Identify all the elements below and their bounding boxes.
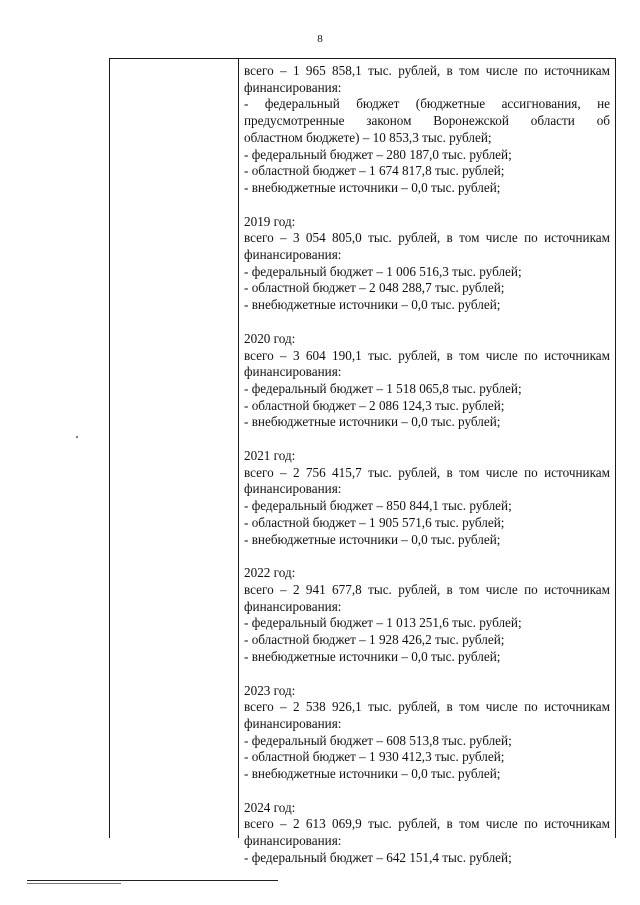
total-line: всего – 2 756 415,7 тыс. рублей, в том числе по источникам: [244, 464, 610, 480]
table-left-column: [110, 59, 239, 838]
federal-budget-line: - федеральный бюджет – 280 187,0 тыс. рублей;: [244, 146, 512, 162]
year-heading: 2022 год:: [244, 565, 296, 581]
regional-budget-line: - областной бюджет – 1 930 412,3 тыс. рублей;: [244, 749, 505, 765]
year-heading: 2024 год:: [244, 799, 296, 815]
total-line: всего – 2 941 677,8 тыс. рублей, в том числе по источникам: [244, 581, 610, 597]
extrabudgetary-line: - внебюджетные источники – 0,0 тыс. рублей;: [244, 531, 501, 547]
footnote-separator-secondary: [27, 883, 121, 884]
extrabudgetary-line: - внебюджетные источники – 0,0 тыс. рублей;: [244, 766, 501, 782]
regional-budget-line: - областной бюджет – 2 086 124,3 тыс. рублей;: [244, 397, 505, 413]
funding-block-2023: [244, 683, 610, 783]
funding-block-2021: [244, 448, 610, 548]
federal-budget-line: - федеральный бюджет – 1 013 251,6 тыс. рублей;: [244, 615, 522, 631]
total-line: всего – 3 604 190,1 тыс. рублей, в том числе по источникам: [244, 347, 610, 363]
extrabudgetary-line: - внебюджетные источники – 0,0 тыс. рублей;: [244, 297, 501, 313]
total-line-cont: финансирования:: [244, 598, 342, 614]
extrabudgetary-line: - внебюджетные источники – 0,0 тыс. рублей;: [244, 414, 501, 430]
total-line-cont: финансирования:: [244, 481, 342, 497]
funding-table: [109, 58, 616, 865]
year-heading: 2021 год:: [244, 448, 296, 464]
total-line: всего – 2 613 069,9 тыс. рублей, в том числе по источникам: [244, 816, 610, 832]
total-line-cont: финансирования:: [244, 833, 342, 849]
table-right-column: [239, 59, 615, 865]
regional-budget-line: - областной бюджет – 1 905 571,6 тыс. рублей;: [244, 514, 505, 530]
regional-budget-line: - областной бюджет – 1 928 426,2 тыс. рублей;: [244, 632, 505, 648]
federal-extra-line: областном бюджете) – 10 853,3 тыс. рублей;: [244, 129, 492, 145]
extrabudgetary-line: - внебюджетные источники – 0,0 тыс. рублей;: [244, 648, 501, 664]
federal-extra-line: - федеральный бюджет (бюджетные ассигнования, не: [244, 96, 610, 112]
total-line-cont: финансирования:: [244, 364, 342, 380]
extrabudgetary-line: - внебюджетные источники – 0,0 тыс. рублей;: [244, 179, 501, 195]
federal-budget-line: - федеральный бюджет – 608 513,8 тыс. рублей;: [244, 732, 512, 748]
funding-block-2022: [244, 565, 610, 665]
total-line: всего – 3 054 805,0 тыс. рублей, в том числе по источникам: [244, 230, 610, 246]
year-heading: 2019 год:: [244, 213, 296, 229]
federal-budget-line: - федеральный бюджет – 1 006 516,3 тыс. рублей;: [244, 263, 522, 279]
footnote-separator: [27, 880, 278, 881]
funding-block-2019: [244, 214, 610, 314]
page-number: 8: [317, 33, 323, 45]
total-line-cont: финансирования:: [244, 79, 342, 95]
regional-budget-line: - областной бюджет – 1 674 817,8 тыс. рублей;: [244, 163, 505, 179]
funding-block-2024: [244, 800, 610, 867]
margin-speck: [76, 436, 78, 438]
total-line-cont: финансирования:: [244, 247, 342, 263]
total-line: всего – 2 538 926,1 тыс. рублей, в том числе по источникам: [244, 699, 610, 715]
funding-block-2020: [244, 331, 610, 431]
total-line: всего – 1 965 858,1 тыс. рублей, в том числе по источникам: [244, 63, 610, 78]
federal-budget-line: - федеральный бюджет – 850 844,1 тыс. рублей;: [244, 498, 512, 514]
regional-budget-line: - областной бюджет – 2 048 288,7 тыс. рублей;: [244, 280, 505, 296]
year-heading: 2020 год:: [244, 330, 296, 346]
federal-budget-line: - федеральный бюджет – 642 151,4 тыс. рублей;: [244, 849, 512, 865]
funding-block-intro: [244, 63, 610, 197]
total-line-cont: финансирования:: [244, 715, 342, 731]
federal-extra-line: предусмотренные законом Воронежской области об: [244, 113, 610, 129]
year-heading: 2023 год:: [244, 682, 296, 698]
federal-budget-line: - федеральный бюджет – 1 518 065,8 тыс. рублей;: [244, 380, 522, 396]
